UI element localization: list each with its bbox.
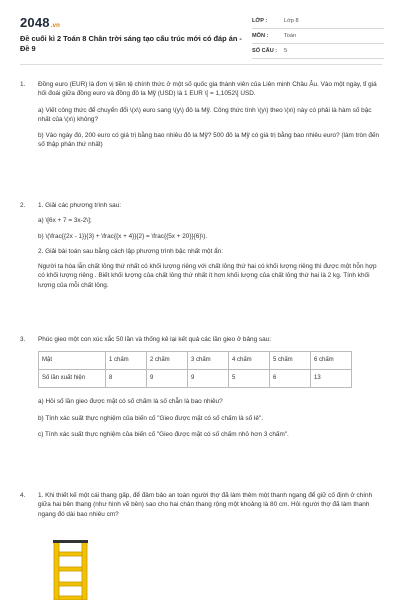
table-cell: 6 (270, 370, 311, 388)
question-intro: Phúc gieo một con xúc xắc 50 lần và thống kê lại kết quả các lần gieo ở bảng sau: (38, 336, 271, 343)
ladder-rail-right (82, 542, 87, 600)
table-cell: 2 chấm (147, 352, 188, 370)
meta-value: Toán (284, 32, 297, 39)
question-paragraph: Đồng euro (EUR) là đơn vị tiền tệ chính thức ở một số quốc gia thành viên của Liên minh Châu Âu. Vào một ngày, tỉ giá hối đoái giữa đồng euro và đồng đô la Mỹ (USD) là 1 EUR \[ = 1,1052\] USD. (38, 81, 377, 98)
table-cell: 1 chấm (106, 352, 147, 370)
table-cell: Mặt (39, 352, 106, 370)
header-divider (20, 64, 382, 65)
logo-suffix: .vn (50, 23, 61, 29)
table-cell: 8 (106, 370, 147, 388)
results-table (38, 351, 352, 388)
table-cell: 5 (229, 370, 270, 388)
table-row (39, 370, 352, 388)
ladder-rail-left (54, 542, 59, 600)
table-cell: 9 (147, 370, 188, 388)
meta-key: LỚP : (252, 17, 268, 24)
meta-table (252, 14, 384, 59)
meta-key: MÔN : (252, 32, 269, 39)
question-paragraph: b) Vào ngày đó, 200 euro có giá trị bằng bao nhiêu đô la Mỹ? 500 đô la Mỹ có giá trị bằng bao nhiêu euro? (làm tròn đến số thập phân thứ nhất) (38, 132, 380, 149)
question-paragraph: a) \[6x + 7 = 3x-2\]; (38, 217, 92, 225)
question-2 (20, 201, 382, 297)
question-1 (20, 80, 382, 157)
question-paragraph: 1. Khi thiết kế một cái thang gấp, để đảm bảo an toàn người thợ đã làm thêm một thanh ngang để giữ cố định ở chính giữa hai bên thang (như hình vẽ bên) sao cho hai chân thang rộng một khoảng là 80 cm. Hỏi người thợ đã làm thanh ngang đó dài bao nhiêu cm? (38, 492, 373, 518)
ladder-rung (59, 567, 82, 571)
table-cell: 9 (188, 370, 229, 388)
question-paragraph: 1. Giải các phương trình sau: (38, 202, 122, 209)
table-header-row (39, 352, 352, 370)
ladder-rung (59, 596, 82, 600)
table-cell: 6 chấm (311, 352, 352, 370)
question-4 (20, 491, 382, 526)
table-cell: 13 (311, 370, 352, 388)
question-paragraph: a) Viết công thức để chuyển đổi \(x\) euro sang \(y\) đô la Mỹ. Công thức tính \(y\) theo \(x\) này có phải là hàm số bậc nhất của \(x\) không? (38, 106, 372, 123)
meta-key: SỐ CÂU : (252, 47, 278, 54)
question-paragraph: 2. Giải bài toán sau bằng cách lập phương trình bậc nhất một ẩn: (38, 247, 224, 255)
meta-value: Lớp 8 (284, 17, 299, 24)
table-cell: 5 chấm (270, 352, 311, 370)
table-cell: Số lần xuất hiện (39, 370, 106, 388)
question-number: 4. (20, 492, 26, 499)
question-paragraph: c) Tính xác suất thực nghiệm của biến cố "Gieo được mặt có số chấm nhỏ hơn 3 chấm". (38, 430, 289, 438)
question-paragraph: a) Hỏi số lần gieo được mặt có số chấm là số chẵn là bao nhiêu? (38, 398, 223, 406)
question-3 (20, 335, 382, 446)
question-paragraph: b) Tính xác suất thực nghiệm của biến cố "Gieo được mặt có số chấm là số lẻ". (38, 414, 263, 422)
logo-main: 2048 (20, 15, 50, 30)
document-title: Đề cuối kì 2 Toán 8 Chân trời sáng tạo cấu trúc mới có đáp án - Đề 9 (20, 34, 242, 53)
question-number: 3. (20, 336, 26, 343)
meta-row-subject (252, 29, 384, 44)
question-paragraph: b) \(\frac{{2x - 1}}{3} + \frac{{x + 4}}{2} = \frac{{5x + 20}}{6}\). (38, 232, 208, 240)
table-cell: 3 chấm (188, 352, 229, 370)
ladder-image (40, 540, 100, 600)
table-cell: 4 chấm (229, 352, 270, 370)
site-logo[interactable] (20, 14, 60, 33)
ladder-top-cap (53, 540, 88, 543)
question-number: 2. (20, 202, 26, 209)
ladder-rung (59, 552, 82, 556)
meta-row-class (252, 14, 384, 29)
question-number: 1. (20, 81, 26, 88)
meta-value: 5 (284, 47, 288, 54)
question-paragraph: Người ta hòa lẫn chất lỏng thứ nhất có khối lượng riêng với chất lỏng thứ hai có khối lượng riêng thì được một hỗn hợp có khối lượng riêng . Biết khối lượng của chất lỏng thứ nhất ít hơn khối lượng của chất lỏng thứ hai là 2 kg. Tính khối lượng của mỗi chất lỏng. (38, 263, 377, 289)
meta-row-count (252, 44, 384, 59)
ladder-rung (59, 582, 82, 586)
